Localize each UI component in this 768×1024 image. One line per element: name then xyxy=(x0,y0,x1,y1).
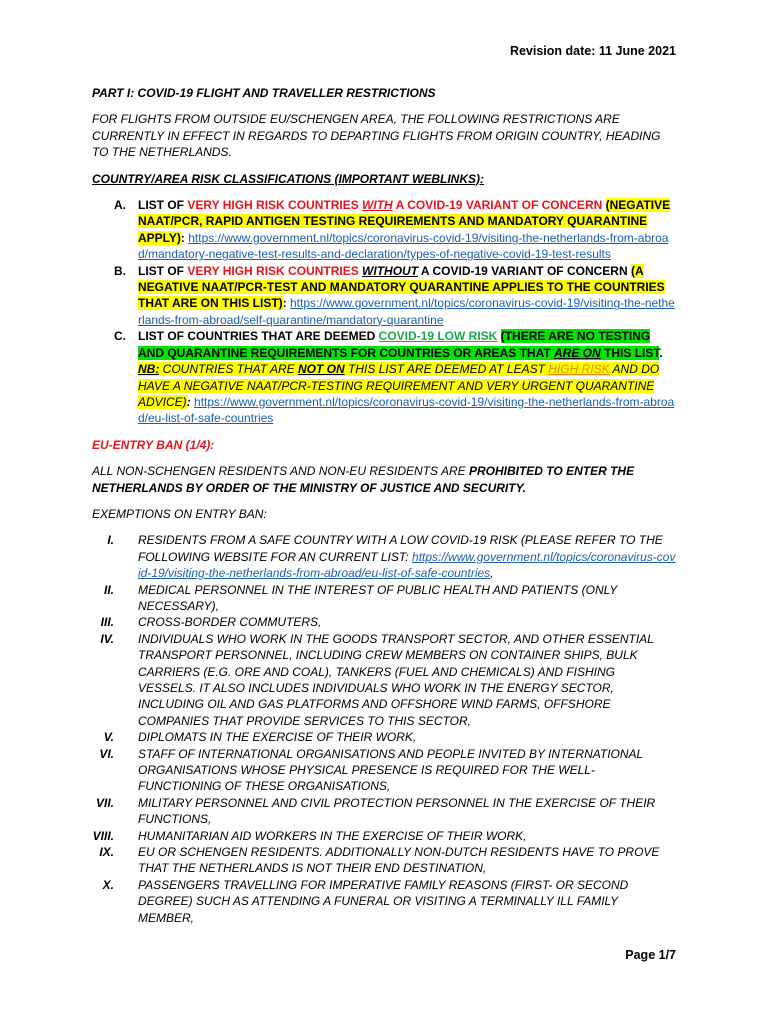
list-marker: VII. xyxy=(95,795,114,810)
high-risk-label: HIGH RISK xyxy=(548,362,610,377)
entry-ban-paragraph xyxy=(92,463,676,496)
colon: : xyxy=(186,394,195,409)
list-marker: VIII. xyxy=(92,828,114,843)
highlighted-no-requirements: (THERE ARE NO TESTING AND QUARANTINE REQUIREMENTS FOR COUNTRIES OR AREAS THAT xyxy=(138,329,651,360)
item-text: LIST OF xyxy=(138,263,188,278)
nb-text: AND DO HAVE A NEGATIVE NAAT/PCR-TESTING REQUIREMENT AND VERY URGENT QUARANTINE ADVICE) xyxy=(138,362,660,409)
exemption-item xyxy=(92,795,676,828)
not-on-label: NOT ON xyxy=(298,362,345,377)
page-number: Page 1/7 xyxy=(625,948,676,962)
exemption-item xyxy=(92,746,676,795)
list-marker: V. xyxy=(103,730,114,745)
exemptions-heading: EXEMPTIONS ON ENTRY BAN: xyxy=(92,506,267,521)
list-marker: VI. xyxy=(99,746,114,761)
variant-of-concern-text: A COVID-19 VARIANT OF CONCERN xyxy=(418,263,631,278)
exemption-text: STAFF OF INTERNATIONAL ORGANISATIONS AND PEOPLE INVITED BY INTERNATIONAL ORGANISATIONS WHOSE PHYSICAL PRESENCE IS REQUIRED FOR THE WELL-FUNCTIONING OF THESE ORGANISATIONS, xyxy=(138,746,643,794)
exemption-tail: , xyxy=(490,566,494,581)
risk-classifications-heading: COUNTRY/AREA RISK CLASSIFICATIONS (IMPORTANT WEBLINKS): xyxy=(92,171,484,186)
exemption-item xyxy=(92,614,676,630)
list-marker: I. xyxy=(107,533,114,548)
link-negative-test-results[interactable]: https://www.government.nl/topics/coronavirus-covid-19/visiting-the-netherlands-from-abroad/mandatory-negative-test-results-and-declaration/types-of-negative-covid-19-test-results xyxy=(138,230,669,262)
risk-classification-list xyxy=(92,197,676,427)
exemption-text: PASSENGERS TRAVELLING FOR IMPERATIVE FAMILY REASONS (FIRST- OR SECOND DEGREE) SUCH AS ATTENDING A FUNERAL OR VISITING A TERMINALLY ILL FAMILY MEMBER, xyxy=(138,877,629,925)
link-safe-countries[interactable]: https://www.government.nl/topics/coronavirus-covid-19/visiting-the-netherlands-from-abroad/eu-list-of-safe-countries xyxy=(138,394,675,426)
highlighted-requirements: (NEGATIVE NAAT/PCR, RAPID ANTIGEN TESTING REQUIREMENTS AND MANDATORY QUARANTINE APPLY) xyxy=(138,198,671,245)
exemption-text: CROSS-BORDER COMMUTERS, xyxy=(138,615,322,630)
link-mandatory-quarantine[interactable]: https://www.government.nl/topics/coronavirus-covid-19/visiting-the-netherlands-from-abroad/self-quarantine/mandatory-quarantine xyxy=(138,296,675,327)
very-high-risk-label: VERY HIGH RISK COUNTRIES xyxy=(187,263,363,278)
entry-ban-prohibited: PROHIBITED TO ENTER THE NETHERLANDS BY ORDER OF THE MINISTRY OF JUSTICE AND SECURITY. xyxy=(92,464,635,495)
list-marker: IX. xyxy=(99,845,114,860)
exemption-item xyxy=(92,631,676,729)
list-item-b xyxy=(92,263,676,329)
revision-date: Revision date: 11 June 2021 xyxy=(509,44,676,58)
highlighted-requirements: (A NEGATIVE NAAT/PCR-TEST AND MANDATORY QUARANTINE APPLIES TO THE COUNTRIES THAT ARE ON THIS LIST) xyxy=(138,263,665,311)
exemption-text: HUMANITARIAN AID WORKERS IN THE EXERCISE OF THEIR WORK, xyxy=(138,828,527,843)
list-marker: IV. xyxy=(100,631,114,646)
exemption-item xyxy=(92,877,676,926)
list-item-c xyxy=(92,328,676,426)
nb-text: THIS LIST ARE DEEMED AT LEAST xyxy=(344,362,549,377)
list-marker: C. xyxy=(114,329,126,344)
list-marker: A. xyxy=(114,198,126,213)
low-risk-label: COVID-19 LOW RISK xyxy=(378,329,498,344)
list-marker: X. xyxy=(102,877,114,892)
part-title: PART I: COVID-19 FLIGHT AND TRAVELLER RESTRICTIONS xyxy=(92,86,436,100)
list-marker: III. xyxy=(100,615,114,630)
list-marker: II. xyxy=(103,582,114,597)
nb-label: NB: xyxy=(138,362,160,377)
entry-ban-text: ALL NON-SCHENGEN RESIDENTS AND NON-EU RESIDENTS ARE xyxy=(92,464,469,479)
exemptions-list xyxy=(92,532,676,926)
intro-paragraph: FOR FLIGHTS FROM OUTSIDE EU/SCHENGEN AREA, THE FOLLOWING RESTRICTIONS ARE CURRENTLY IN EFFECT IN REGARDS TO DEPARTING FLIGHTS FROM ORIGIN COUNTRY, HEADING TO THE NETHERLANDS. xyxy=(92,112,661,160)
eu-entry-ban-heading: EU-ENTRY BAN (1/4): xyxy=(92,437,215,452)
are-on-label: ARE ON xyxy=(554,345,601,360)
exemption-text: INDIVIDUALS WHO WORK IN THE GOODS TRANSPORT SECTOR, AND OTHER ESSENTIAL TRANSPORT PERSONNEL, INCLUDING CREW MEMBERS ON CONTAINER SHIPS, BULK CARRIERS (E.G. ORE AND COAL), TANKERS (FUEL AND CHEMICALS) AND FISHING VESSELS. IT ALSO INCLUDES INDIVIDUALS WHO WORK IN THE ENERGY SECTOR, INCLUDING OIL AND GAS PLATFORMS AND OFFSHORE WIND FARMS, OFFSHORE COMPANIES THAT PROVIDE SERVICES TO THIS SECTOR, xyxy=(138,631,654,728)
exemption-item xyxy=(92,844,676,877)
exemption-item xyxy=(92,729,676,745)
item-text: LIST OF xyxy=(138,198,188,213)
very-high-risk-label: VERY HIGH RISK COUNTRIES xyxy=(187,198,363,213)
item-text: LIST OF COUNTRIES THAT ARE DEEMED xyxy=(138,329,379,344)
colon: : xyxy=(282,296,290,311)
colon: : xyxy=(180,230,189,245)
period: . xyxy=(659,345,663,360)
exemption-text: MILITARY PERSONNEL AND CIVIL PROTECTION PERSONNEL IN THE EXERCISE OF THEIR FUNCTIONS, xyxy=(138,795,656,827)
exemption-item xyxy=(92,828,676,844)
without-label: WITHOUT xyxy=(362,263,419,278)
exemption-item xyxy=(92,532,676,581)
exemption-text: EU OR SCHENGEN RESIDENTS. ADDITIONALLY NON-DUTCH RESIDENTS HAVE TO PROVE THAT THE NETHERLANDS IS NOT THEIR END DESTINATION, xyxy=(138,845,660,876)
variant-of-concern-label: A COVID-19 VARIANT OF CONCERN xyxy=(392,198,603,213)
link-safe-countries-exemption[interactable]: https://www.government.nl/topics/coronavirus-covid-19/visiting-the-netherlands-from-abroad/eu-list-of-safe-countries xyxy=(138,549,676,581)
list-item-a xyxy=(92,197,676,263)
exemption-text: MEDICAL PERSONNEL IN THE INTEREST OF PUBLIC HEALTH AND PATIENTS (ONLY NECESSARY), xyxy=(138,582,617,613)
document-body xyxy=(92,85,676,926)
exemption-item xyxy=(92,582,676,615)
exemption-text: DIPLOMATS IN THE EXERCISE OF THEIR WORK, xyxy=(138,730,417,745)
with-label: WITH xyxy=(362,198,393,213)
list-marker: B. xyxy=(114,263,126,278)
highlighted-this-list: THIS LIST xyxy=(600,345,660,360)
nb-text: COUNTRIES THAT ARE xyxy=(159,362,299,377)
exemption-text: RESIDENTS FROM A SAFE COUNTRY WITH A LOW COVID-19 RISK (PLEASE REFER TO THE FOLLOWING WEBSITE FOR AN CURRENT LIST: xyxy=(138,533,663,564)
